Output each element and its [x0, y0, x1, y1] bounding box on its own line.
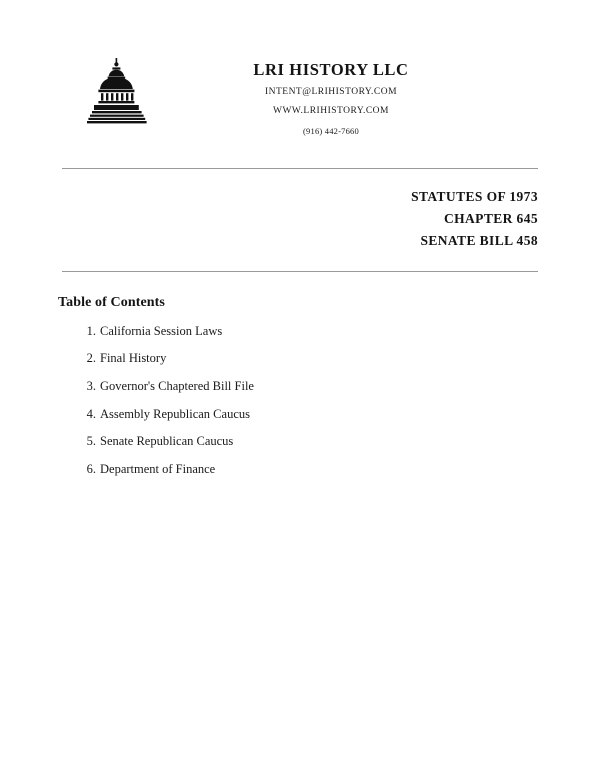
- list-item[interactable]: Senate Republican Caucus: [100, 434, 234, 449]
- list-item[interactable]: Department of Finance: [100, 461, 216, 476]
- letterhead: [62, 0, 538, 136]
- divider-bottom: [62, 271, 538, 272]
- citation-statutes: STATUTES OF 1973: [411, 189, 538, 205]
- list-item[interactable]: Assembly Republican Caucus: [100, 406, 250, 421]
- org-identity: [172, 54, 538, 136]
- org-email: INTENT@LRIHISTORY.COM: [264, 86, 398, 97]
- citation-chapter: CHAPTER 645: [443, 211, 538, 227]
- org-phone: (916) 442-7660: [303, 125, 359, 136]
- page-title: Table of Contents: [58, 294, 165, 310]
- list-item[interactable]: Final History: [100, 351, 167, 366]
- list-item[interactable]: Governor's Chaptered Bill File: [100, 379, 254, 393]
- logo: [62, 54, 172, 124]
- table-of-contents-list: [62, 325, 538, 476]
- list-item[interactable]: California Session Laws: [100, 323, 223, 338]
- capitol-dome-icon: [86, 58, 148, 124]
- org-website: WWW.LRIHISTORY.COM: [273, 105, 389, 116]
- citation-block: [62, 169, 538, 252]
- org-name: LRI HISTORY LLC: [253, 60, 409, 79]
- citation-bill: SENATE BILL 458: [420, 232, 538, 248]
